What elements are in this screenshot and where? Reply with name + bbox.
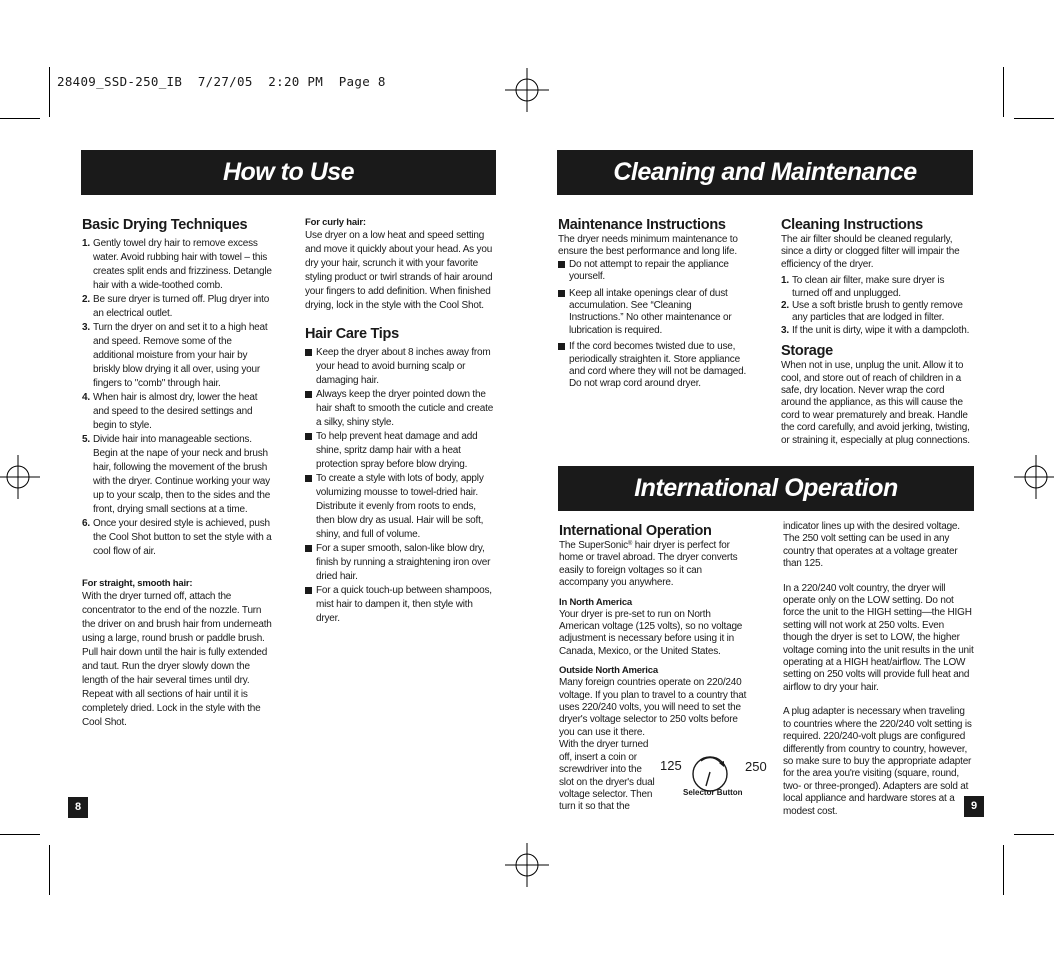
maintenance-item: Keep all intake openings clear of dust accumulation. See “Cleaning Instructions.” No other maintenance or lubrication is required. [569, 287, 732, 336]
outside-north-america-heading: Outside North America [559, 665, 658, 677]
storage-text: When not in use, unplug the unit. Allow it to cool, and store out of reach of children in a safe, dry location. Never wrap the cord around the appliance, as this will cause the cord to wear prematurely and break. Handle the cord carefully, and avoid jerking, twisting, or straining it, especially at plug connections. [781, 360, 970, 446]
cleaning-steps [781, 275, 973, 337]
list-item [305, 346, 495, 388]
page-number-left: 8 [68, 797, 88, 818]
maintenance-heading: Maintenance Instructions [558, 217, 726, 233]
basic-drying-heading: Basic Drying Techniques [82, 217, 248, 233]
square-bullet-icon [305, 587, 312, 594]
crop-mark [0, 834, 40, 835]
curly-hair-text: Use dryer on a low heat and speed setting and move it quickly about your head. As you dry your hair, scrunch it with your favorite styling product or twirl strands of hair around your fingers to add definition. When finished drying, lock in the style with the Cool Shot. [305, 230, 493, 311]
list-item [781, 300, 973, 325]
hair-care-tips-list [305, 346, 495, 626]
storage-heading: Storage [781, 343, 833, 360]
crop-mark [49, 845, 50, 895]
step-number: 3. [781, 324, 789, 336]
selector-button-caption: Selector Button [683, 788, 743, 797]
step-number: 4. [82, 392, 90, 403]
step-number: 1. [781, 275, 789, 287]
registration-mark-icon [505, 68, 549, 112]
outside-north-america-text-continued: you can use it there. With the dryer turned off, insert a coin or screwdriver into the slot on the dryer's dual voltage selector. Then turn it so that the [559, 726, 655, 813]
selector-250-label: 250 [745, 759, 767, 774]
selector-125-label: 125 [660, 758, 682, 773]
north-america-heading: In North America [559, 596, 632, 608]
cleaning-intro: The air filter should be cleaned regularly, since a dirty or clogged filter will impair the efficiency of the dryer. [781, 234, 960, 270]
list-item [781, 325, 973, 337]
crop-mark [1003, 845, 1004, 895]
list-item [82, 293, 272, 321]
maintenance-list [558, 259, 748, 391]
crop-mark [1014, 834, 1054, 835]
list-item [558, 341, 748, 391]
tip-text: To help prevent heat damage and add shine, spritz damp hair with a heat protection spray before blow drying. [316, 431, 478, 470]
hair-care-tips-heading: Hair Care Tips [305, 326, 399, 342]
step-text: Divide hair into manageable sections. Begin at the nape of your neck and brush hair, following the movement of the brush with the dryer. Continue working your way up to your scalp, then to the sides and the front, drying small sections at a time. [93, 434, 271, 515]
step-number: 2. [82, 294, 90, 305]
square-bullet-icon [305, 349, 312, 356]
basic-drying-column [82, 216, 272, 730]
straight-hair-text: With the dryer turned off, attach the concentrator to the end of the nozzle. Turn the driver on and brush hair from underneath using a large, round brush or paddle brush. Pull hair down until the hair is fully extended and taut. Run the dryer slowly down the length of the hair several times until dry. Repeat with all sections of hair until it is completely dried. Lock in the style with the Cool Shot. [82, 591, 272, 728]
step-text: To clean air filter, make sure dryer is turned off and unplugged. [792, 275, 945, 299]
step-text: Turn the dryer on and set it to a high heat and speed. Remove some of the additional moisture from your hair by briskly blow drying it all over, using your fingers to "comb" through hair. [93, 322, 268, 389]
list-item [305, 388, 495, 430]
step-number: 2. [781, 300, 789, 312]
list-item [558, 288, 748, 338]
banner-international-operation: International Operation [558, 466, 974, 511]
square-bullet-icon [305, 391, 312, 398]
international-text-1: indicator lines up with the desired voltage. The 250 volt setting can be used in any country that operates at a voltage greater than 125. [783, 521, 960, 570]
list-item [82, 321, 272, 391]
step-text: If the unit is dirty, wipe it with a dampcloth. [792, 324, 970, 336]
square-bullet-icon [558, 290, 565, 297]
tip-text: For a super smooth, salon-like blow dry, finish by running a straightening iron over dried hair. [316, 543, 491, 582]
square-bullet-icon [305, 475, 312, 482]
step-text: When hair is almost dry, lower the heat and speed to the desired settings and begin to style. [93, 392, 258, 431]
step-text: Gently towel dry hair to remove excess water. Avoid rubbing hair with towel – this creates split ends and frizziness. Detangle hair with a wide-toothed comb. [93, 238, 272, 291]
maintenance-item: Do not attempt to repair the appliance yourself. [569, 258, 729, 283]
print-slug: 28409_SSD-250_IB 7/27/05 2:20 PM Page 8 [57, 74, 386, 89]
list-item [82, 391, 272, 433]
registered-mark: ® [627, 541, 633, 547]
square-bullet-icon [305, 545, 312, 552]
square-bullet-icon [558, 261, 565, 268]
step-number: 3. [82, 322, 90, 333]
crop-mark [0, 118, 40, 119]
list-item [305, 584, 495, 626]
step-number: 6. [82, 518, 90, 529]
tip-text: For a quick touch-up between shampoos, mist hair to dampen it, then style with dryer. [316, 585, 492, 624]
list-item [82, 517, 272, 559]
crop-mark [1014, 118, 1054, 119]
step-text: Be sure dryer is turned off. Plug dryer into an electrical outlet. [93, 294, 270, 319]
tip-text: Always keep the dryer pointed down the hair shaft to smooth the cuticle and create a silky, shiny style. [316, 389, 494, 428]
registration-mark-icon [0, 455, 40, 499]
tip-text: Keep the dryer about 8 inches away from your head to avoid burning scalp or damaging hair. [316, 347, 491, 386]
crop-mark [1003, 67, 1004, 117]
banner-cleaning-maintenance: Cleaning and Maintenance [557, 150, 973, 195]
step-number: 1. [82, 238, 90, 249]
curly-hair-heading: For curly hair: [305, 217, 366, 228]
international-text-2: In a 220/240 volt country, the dryer will operate only on the LOW setting. Do not force the unit to the HIGH setting—the HIGH setting will not work at 250 volts. Even though the dryer is set to LOW, the higher voltage coming into the unit results in the unit operating at a HIGH heat/airflow. The LOW setting on 250 volts will provide full heat and airflow to dry your hair. [783, 582, 974, 693]
square-bullet-icon [558, 343, 565, 350]
voltage-selector-icon [690, 754, 730, 792]
list-item [305, 542, 495, 584]
north-america-text: Your dryer is pre-set to run on North American voltage (125 volts), so no voltage adjustment is necessary before using it in Canada, Mexico, or the United States. [559, 608, 743, 657]
list-item [82, 237, 272, 293]
list-item [558, 259, 748, 284]
maintenance-item: If the cord becomes twisted due to use, periodically straighten it. Store appliance and cord where they will not be damaged. Do not wrap cord around dryer. [569, 341, 747, 390]
tip-text: To create a style with lots of body, apply volumizing mousse to towel-dried hair. Distribute it evenly from roots to ends, then blow dry as usual. Hair will be soft, shiny, and full of volume. [316, 473, 484, 540]
maintenance-intro: The dryer needs minimum maintenance to ensure the best performance and long life. [558, 234, 738, 258]
international-text-3: A plug adapter is necessary when traveling to countries where the 220/240 volt setting is required. 220/240-volt plugs are configured differently from country to country, however, so make sure to buy the appropriate adapter for the area you're visiting (square, round, two- or three-pronged). Adapters are sold at local appliance and hardware stores at a modest cost. [783, 706, 972, 817]
intro-text: hair dryer is perfect for home or travel abroad. The dryer converts easily to foreign voltages so it can accompany you anywhere. [559, 540, 738, 589]
cleaning-heading: Cleaning Instructions [781, 217, 923, 233]
step-text: Use a soft bristle brush to gently remove any particles that are lodged in filter. [792, 300, 963, 324]
intro-text: The SuperSonic [559, 540, 628, 551]
international-column-2 [783, 521, 975, 818]
list-item [82, 433, 272, 517]
curly-and-tips-column [305, 216, 495, 626]
list-item [305, 430, 495, 472]
international-heading: International Operation [559, 523, 712, 539]
step-number: 5. [82, 434, 90, 445]
straight-hair-heading: For straight, smooth hair: [82, 578, 193, 589]
square-bullet-icon [305, 433, 312, 440]
step-text: Once your desired style is achieved, push the Cool Shot button to set the style with a cool flow of air. [93, 518, 272, 557]
list-item [305, 472, 495, 542]
basic-drying-steps [82, 237, 272, 559]
banner-how-to-use: How to Use [81, 150, 496, 195]
registration-mark-icon [505, 843, 549, 887]
list-item [781, 275, 973, 300]
outside-north-america-text: Many foreign countries operate on 220/240 voltage. If you plan to travel to a country that uses 220/240 volts, you will need to set the dryer's voltage selector to 250 volts before [559, 677, 747, 726]
page-number-right: 9 [964, 796, 984, 817]
maintenance-column [558, 216, 748, 391]
crop-mark [49, 67, 50, 117]
cleaning-storage-column [781, 216, 973, 447]
international-intro [559, 540, 751, 590]
registration-mark-icon [1014, 455, 1054, 499]
